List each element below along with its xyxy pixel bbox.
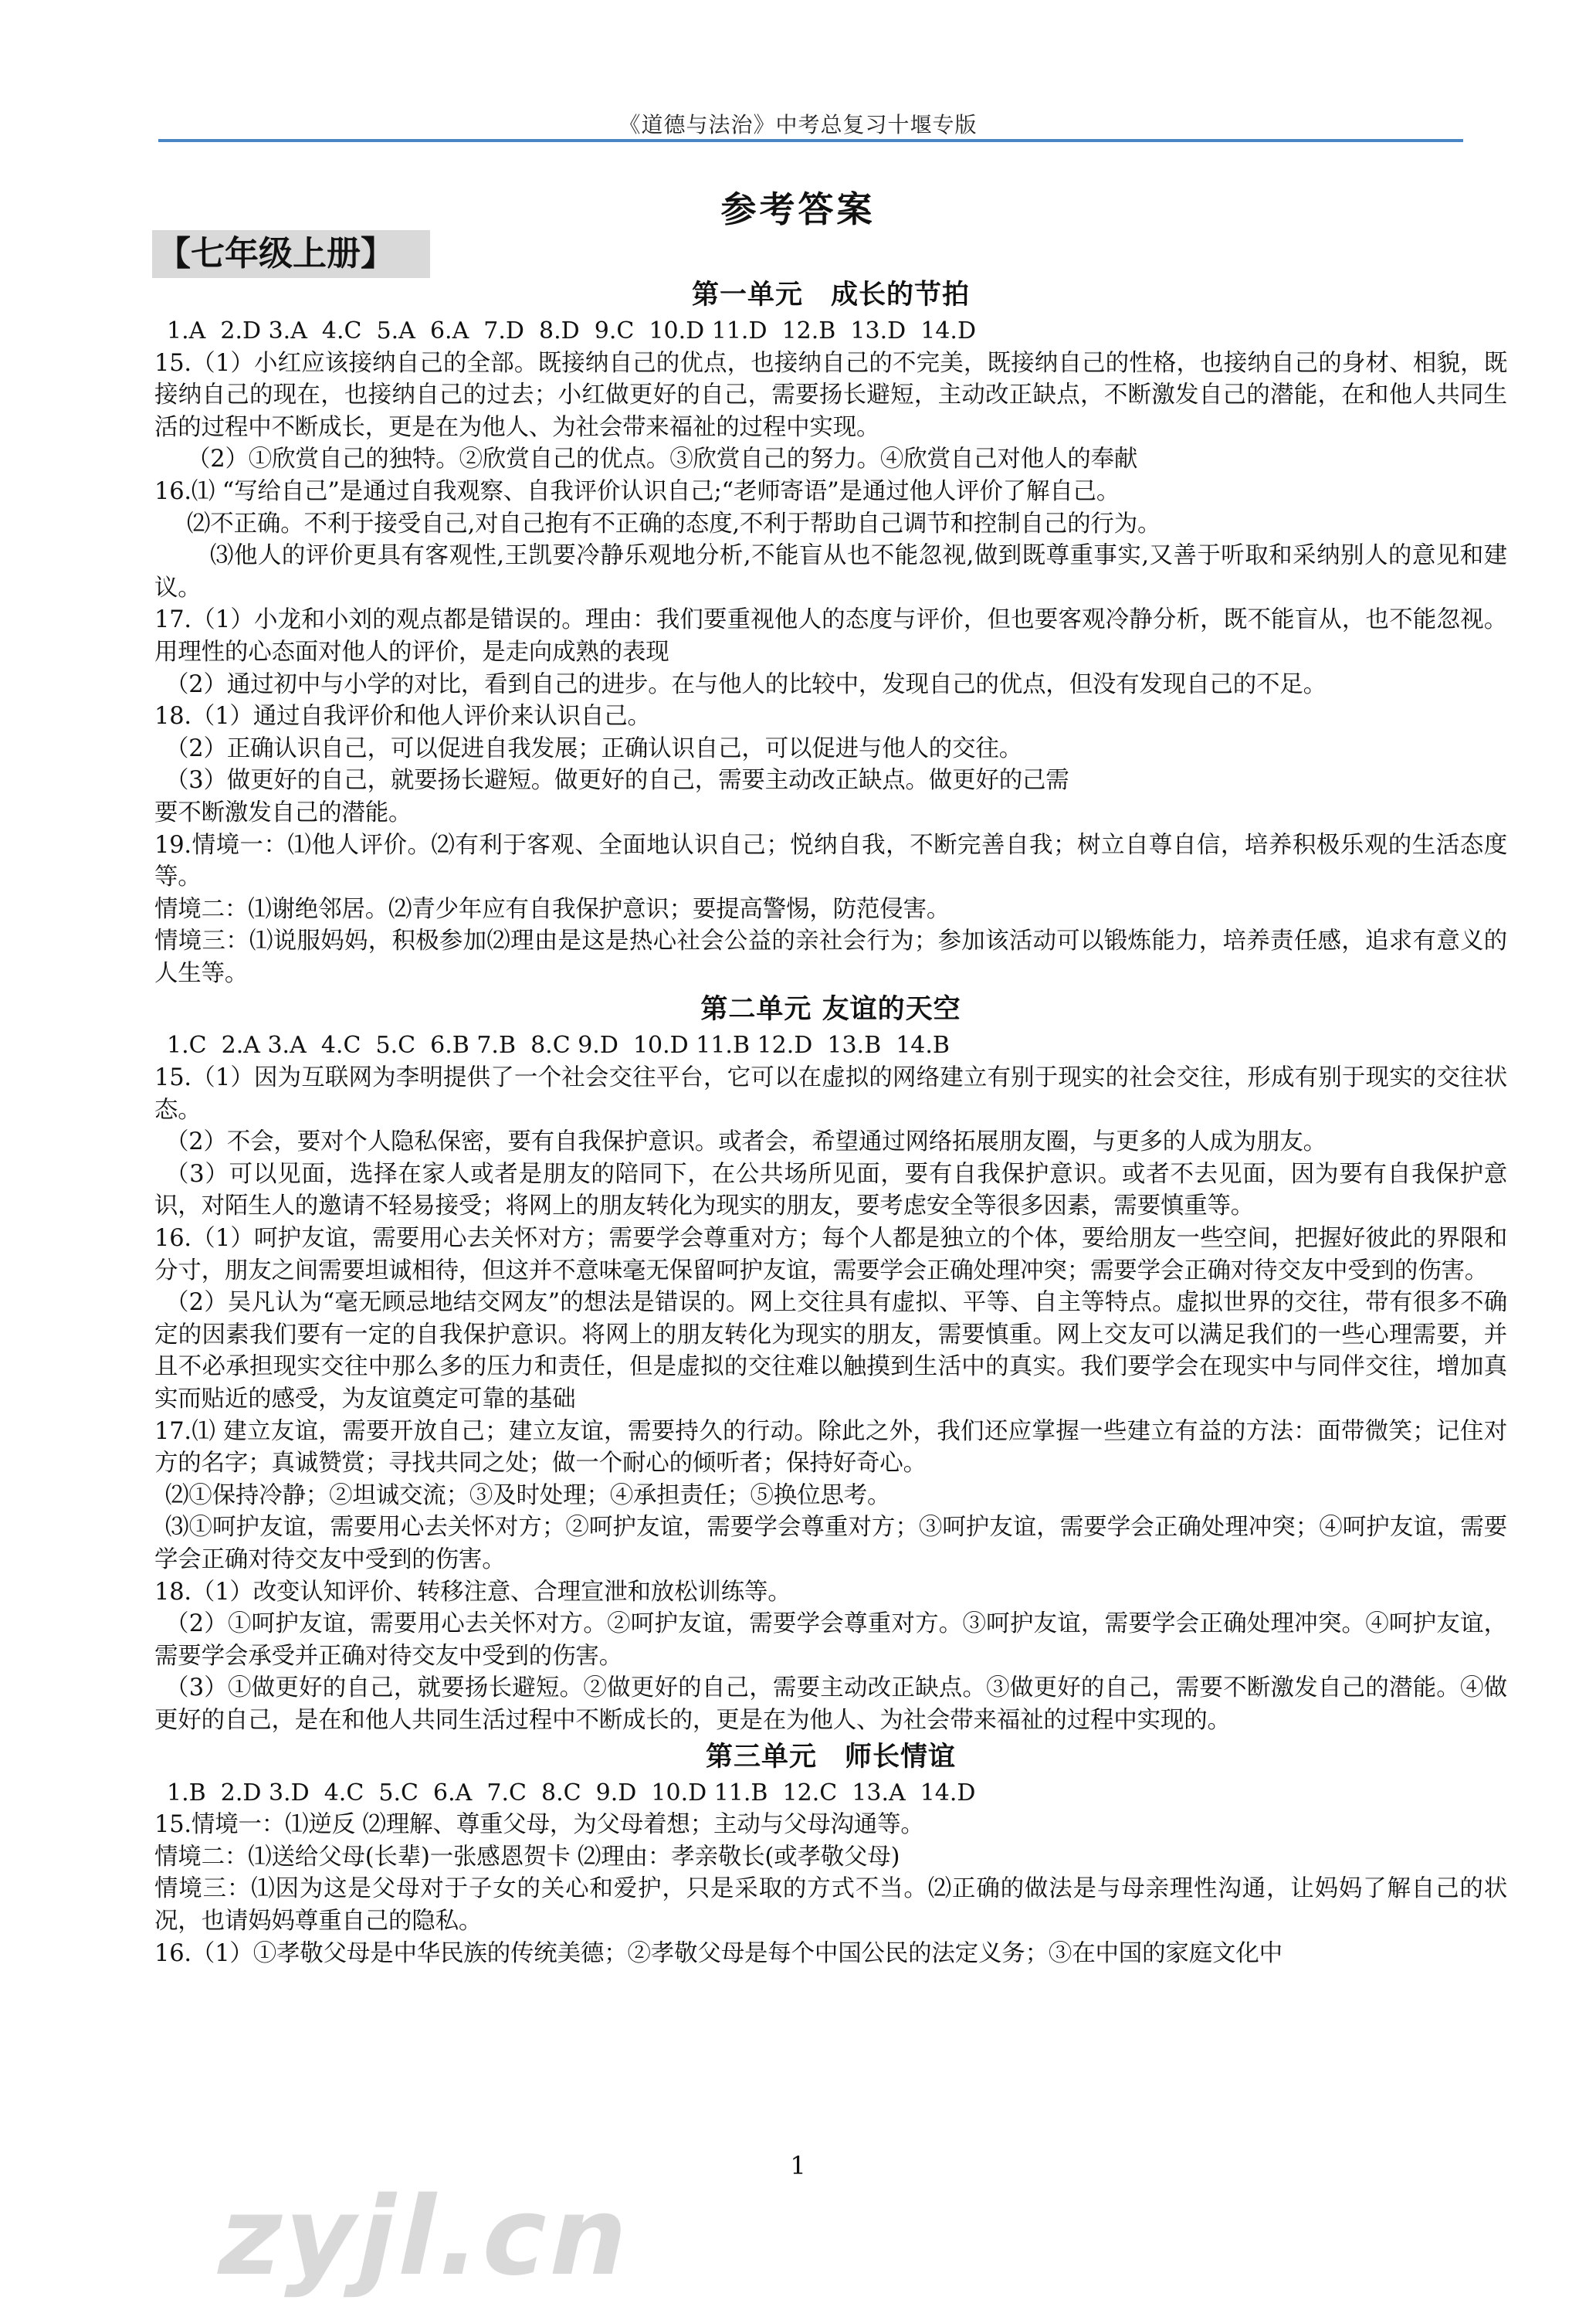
unit-title: 第三单元 师长情谊 (705, 1741, 956, 1772)
multiple-choice-answers: 1.B 2.D 3.D 4.C 5.C 6.A 7.C 8.C 9.D 10.D 11.B 12.C 13.A 14.D (167, 1779, 976, 1806)
page-number: 1 (790, 2151, 806, 2180)
answer-paragraph: ⑶他人的评价更具有客观性,王凯要冷静乐观地分析,不能盲从也不能忽视,做到既尊重事实,又善于听取和采纳别人的意见和建议。 (154, 542, 1507, 602)
answer-paragraph: 15.情境一：⑴逆反 ⑵理解、尊重父母，为父母着想；主动与父母沟通等。 (154, 1811, 924, 1839)
book-title: 《道德与法治》中考总复习十堰专版 (618, 112, 978, 137)
answer-paragraph: 情境三：⑴因为这是父母对于子女的关心和爱护，只是采取的方式不当。⑵正确的做法是与母亲理性沟通，让妈妈了解自己的状况，也请妈妈尊重自己的隐私。 (154, 1875, 1507, 1935)
answer-paragraph: 情境二：⑴谢绝邻居。⑵青少年应有自我保护意识；要提高警惕，防范侵害。 (154, 895, 950, 923)
answer-paragraph: 15.（1）因为互联网为李明提供了一个社会交往平台，它可以在虚拟的网络建立有别于现实的社会交往，形成有别于现实的交往状态。 (154, 1064, 1507, 1124)
answer-paragraph: 16.（1）呵护友谊，需要用心去关怀对方；需要学会尊重对方；每个人都是独立的个体，要给朋友一些空间，把握好彼此的界限和分寸，朋友之间需要坦诚相待，但这并不意味毫无保留呵护友谊，需要学会正确处理冲突；需要学会正确对待交友中受到的伤害。 (154, 1225, 1507, 1284)
answer-paragraph: 15.（1）小红应该接纳自己的全部。既接纳自己的优点，也接纳自己的不完美，既接纳自己的性格，也接纳自己的身材、相貌，既接纳自己的现在，也接纳自己的过去；小红做更好的自己，需要扬长避短，主动改正缺点，不断激发自己的潜能，在和他人共同生活的过程中不断成长，更是在为他人、为社会带来福祉的过程中实现。 (154, 349, 1507, 441)
answer-paragraph: 情境三：⑴说服妈妈，积极参加⑵理由是这是热心社会公益的亲社会行为；参加该活动可以锻炼能力，培养责任感，追求有意义的人生等。 (154, 928, 1507, 987)
answer-paragraph: （2）吴凡认为“毫无顾忌地结交网友”的想法是错误的。网上交往具有虚拟、平等、自主等特点。虚拟世界的交往，带有很多不确定的因素我们要有一定的自我保护意识。将网上的朋友转化为现实的朋友，需要慎重。网上交友可以满足我们的一些心理需要，并且不必承担现实交往中那么多的压力和责任，但是虚拟的交往难以触摸到生活中的真实。我们要学会在现实中与同伴交往，增加真实而贴近的感受，为友谊奠定可靠的基础 (154, 1289, 1507, 1413)
answer-paragraph: （3）①做更好的自己，就要扬长避短。②做更好的自己，需要主动改正缺点。③做更好的自己，需要不断激发自己的潜能。④做更好的自己，是在和他人共同生活过程中不断成长的，更是在为他人、为社会带来福祉的过程中实现的。 (154, 1674, 1507, 1734)
unit-paragraphs (154, 1809, 1507, 1969)
answer-paragraph: ⑵不正确。不利于接受自己,对自己抱有不正确的态度,不利于帮助自己调节和控制自己的行为。 (187, 510, 1161, 538)
site-watermark: zyjl.cn (206, 2174, 645, 2300)
answer-paragraph: （2）通过初中与小学的对比，看到自己的进步。在与他人的比较中，发现自己的优点，但没有发现自己的不足。 (165, 670, 1327, 698)
unit-1 (154, 275, 1507, 989)
answer-paragraph: 19.情境一：⑴他人评价。⑵有利于客观、全面地认识自己；悦纳自我，不断完善自我；树立自尊自信，培养积极乐观的生活态度等。 (154, 831, 1507, 891)
unit-3 (154, 1737, 1507, 1970)
answer-paragraph: （3）可以见面，选择在家人或者是朋友的陪同下，在公共场所见面，要有自我保护意识。或者不去见面，因为要有自我保护意识，对陌生人的邀请不轻易接受；将网上的朋友转化为现实的朋友，要考虑安全等很多因素，需要慎重等。 (154, 1160, 1507, 1220)
header-divider (158, 139, 1463, 142)
answer-content (154, 275, 1507, 1969)
grade-label: 【七年级上册】 (152, 230, 430, 278)
unit-title: 第一单元 成长的节拍 (691, 280, 970, 310)
unit-2 (154, 989, 1507, 1736)
unit-paragraphs (154, 348, 1507, 990)
answer-paragraph: ⑵①保持冷静；②坦诚交流；③及时处理；④承担责任；⑤换位思考。 (165, 1481, 891, 1509)
answer-paragraph: 16.⑴ “写给自己”是通过自我观察、自我评价认识自己;“老师寄语”是通过他人评价了解自己。 (154, 477, 1120, 505)
answer-paragraph: 要不断激发自己的潜能。 (154, 799, 412, 826)
multiple-choice-answers: 1.A 2.D 3.A 4.C 5.A 6.A 7.D 8.D 9.C 10.D 11.D 12.B 13.D 14.D (167, 317, 977, 344)
answer-paragraph: 17.⑴ 建立友谊，需要开放自己；建立友谊，需要持久的行动。除此之外，我们还应掌握一些建立有益的方法：面带微笑；记住对方的名字；真诚赞赏；寻找共同之处；做一个耐心的倾听者；保持好奇心。 (154, 1417, 1507, 1477)
answer-paragraph: （3）做更好的自己，就要扬长避短。做更好的自己，需要主动改正缺点。做更好的己需 (165, 767, 1069, 795)
multiple-choice-answers: 1.C 2.A 3.A 4.C 5.C 6.B 7.B 8.C 9.D 10.D 11.B 12.D 13.B 14.B (167, 1032, 950, 1060)
answer-paragraph: （2）①欣赏自己的独特。②欣赏自己的优点。③欣赏自己的努力。④欣赏自己对他人的奉献 (187, 446, 1138, 473)
answer-paragraph: 情境二：⑴送给父母(长辈)一张感恩贺卡 ⑵理由：孝亲敬长(或孝敬父母) (154, 1843, 900, 1871)
answer-paragraph: （2）不会，要对个人隐私保密，要有自我保护意识。或者会，希望通过网络拓展朋友圈，与更多的人成为朋友。 (165, 1128, 1327, 1156)
answer-paragraph: 18.（1）通过自我评价和他人评价来认识自己。 (154, 703, 651, 731)
answer-paragraph: 16.（1）①孝敬父母是中华民族的传统美德；②孝敬父母是每个中国公民的法定义务；③在中国的家庭文化中 (154, 1939, 1283, 1967)
answer-paragraph: 18.（1）改变认知评价、转移注意、合理宣泄和放松训练等。 (154, 1578, 791, 1606)
unit-title: 第二单元 友谊的天空 (700, 994, 961, 1026)
answer-paragraph: ⑶①呵护友谊，需要用心去关怀对方；②呵护友谊，需要学会尊重对方；③呵护友谊，需要学会正确处理冲突；④呵护友谊，需要学会正确对待交友中受到的伤害。 (154, 1514, 1507, 1573)
answer-paragraph: （2）正确认识自己，可以促进自我发展；正确认识自己，可以促进与他人的交往。 (165, 734, 1023, 762)
unit-paragraphs (154, 1062, 1507, 1736)
answer-paragraph: （2）①呵护友谊，需要用心去关怀对方。②呵护友谊，需要学会尊重对方。③呵护友谊，需要学会正确处理冲突。④呵护友谊，需要学会承受并正确对待交友中受到的伤害。 (154, 1610, 1507, 1670)
answer-paragraph: 17.（1）小龙和小刘的观点都是错误的。理由：我们要重视他人的态度与评价，但也要客观冷静分析，既不能盲从，也不能忽视。用理性的心态面对他人的评价，是走向成熟的表现 (154, 606, 1507, 666)
document-title: 参考答案 (720, 188, 876, 230)
